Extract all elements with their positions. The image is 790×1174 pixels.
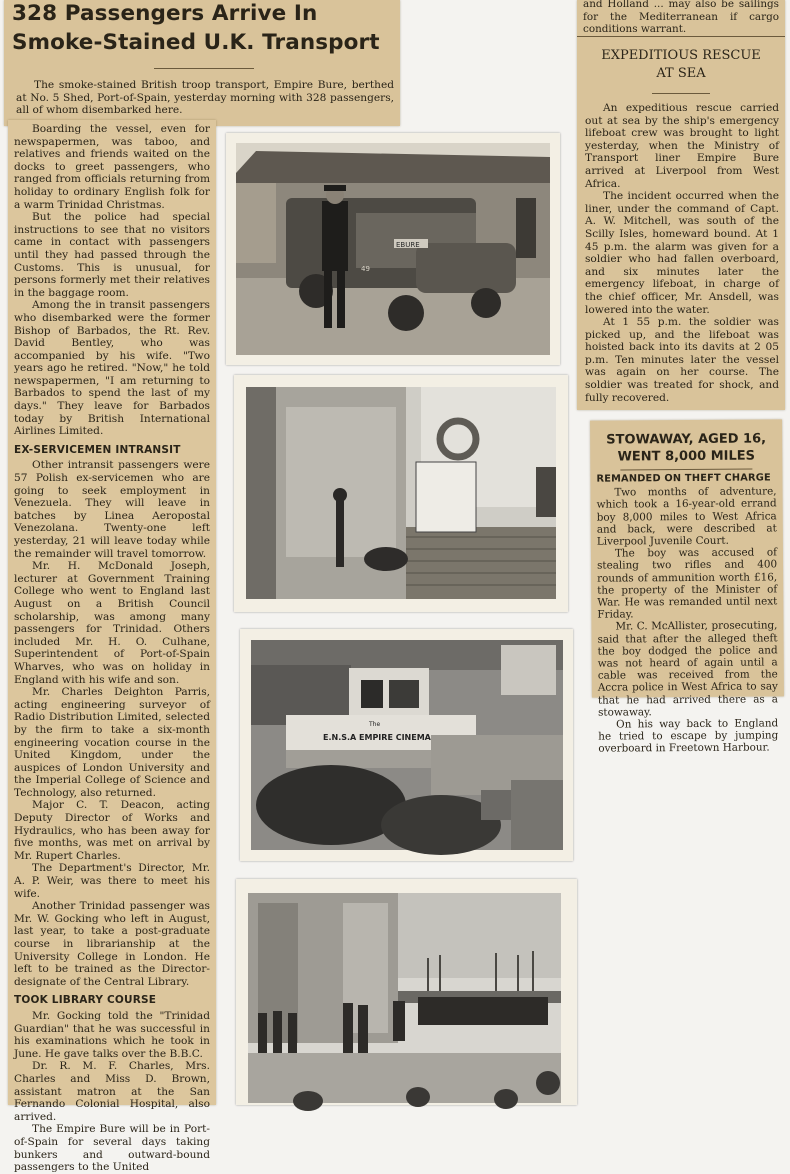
photo-cinema-image: [251, 640, 563, 850]
lead-text: The smoke-stained British troop transport, Empire Bure, berthed at No. 5 Shed, Port-of-Spain, yesterday morning with 328 passengers, all of whom disembarked here.: [16, 79, 394, 117]
photo-ship-deck-image: [246, 387, 556, 599]
stowaway-headline-rule: [620, 469, 752, 471]
fragment-text: and Holland ... may also be sailings for the Mediterranean if cargo conditions warrant.: [583, 0, 779, 36]
cinema-sign-text: E.N.S.A EMPIRE CINEMA: [323, 733, 431, 742]
paragraph: Other intransit passengers were 57 Polish ex-servicemen who are going to seek employment in Venezuela. They will leave in batches by Linea Aeropostal Venezolana. Twenty-one left yesterday, 21 will leave today while the remainder will travel tomorrow.: [14, 459, 210, 560]
photo-officer-truck-image: [236, 143, 550, 355]
headline-rule: [154, 68, 254, 69]
truck-number-text: 49: [361, 265, 370, 273]
rescue-article-clipping: [577, 0, 785, 410]
paragraph: Boarding the vessel, even for newspapermen, was taboo, and relatives and friends waited on the docks to greet passengers, who ranged from officials returning from holiday to ordinary English folk for a warm Trinidad Christmas.: [14, 123, 210, 211]
rescue-article-body: [585, 102, 779, 404]
paragraph: The Department's Director, Mr. A. P. Weir, was there to meet his wife.: [14, 862, 210, 900]
rescue-top-fragment: [583, 0, 779, 36]
photo-empire-cinema: [240, 629, 573, 861]
paragraph: Among the in transit passengers who disembarked were the former Bishop of Barbados, the Rt. Rev. David Bentley, who was accompanied by his wife. "Two years ago he retired. "Now," he told newspapermen, "I am returning to Barbados to spend the last of my days." They leave for Barbados today by British International Airlines Limited.: [14, 299, 210, 438]
stowaway-headline-line1: STOWAWAY, AGED 16,: [606, 431, 767, 448]
paragraph: Mr. C. McAllister, prosecuting, said that after the alleged theft the boy dodged the police and was not heard of again until a cable was received from the Accra police in West Africa to say that he had arrived there as a stowaway.: [597, 619, 779, 719]
paragraph: An expeditious rescue carried out at sea by the ship's emergency lifeboat crew was brought to light yesterday, when the Ministry of Transport liner Empire Bure arrived at Liverpool from West Africa.: [585, 102, 779, 190]
paragraph: Mr. H. McDonald Joseph, lecturer at Government Training College who went to England last August on a British Council scholarship, was among many passengers for Trinidad. Others included Mr. H. O. Culhane, Superintendent of Port-of-Spain Wharves, who was on holiday in England with his wife and son.: [14, 560, 210, 686]
stowaway-article-clipping: [590, 419, 784, 756]
stowaway-headline-line2: WENT 8,000 MILES: [617, 448, 756, 465]
subheading-library-course: TOOK LIBRARY COURSE: [14, 994, 157, 1007]
paragraph: On his way back to England he tried to escape by jumping overboard in Freetown Harbour.: [598, 717, 779, 756]
stowaway-subheading: REMANDED ON THEFT CHARGE: [596, 472, 771, 485]
paragraph: Major C. T. Deacon, acting Deputy Director of Works and Hydraulics, who has been away for five months, was met on arrival by Mr. Rupert Charles.: [14, 799, 210, 862]
cinema-sign-top-text: The: [369, 721, 381, 728]
photo-memorial-ceremony: [236, 879, 577, 1105]
main-headline-line1: 328 Passengers Arrive In: [12, 1, 318, 26]
truck-plate-text: EBURE: [396, 241, 420, 249]
rescue-headline-line2: AT SEA: [656, 66, 706, 81]
main-lead-paragraph: [16, 79, 394, 117]
main-article-column: [8, 120, 216, 1174]
photo-ship-deck: [234, 375, 568, 612]
paragraph: At 1 55 p.m. the soldier was picked up, and the lifeboat was hoisted back into its davits at 2 05 p.m. Ten minutes later the vessel was again on her course. The soldier was treated for shock, and fully recovered.: [585, 316, 779, 404]
paragraph: Two months of adventure, which took a 16-year-old errand boy 8,000 miles to West Africa and back, were described at Liverpool Juvenile Court.: [596, 485, 777, 548]
paragraph: But the police had special instructions to see that no visitors came in contact with passengers until they had passed through the Customs. This is unusual, for persons formerly met their relatives in the baggage room.: [14, 211, 210, 299]
main-article-body: [14, 123, 210, 1174]
photo-memorial-image: [248, 893, 561, 1103]
rescue-headline-rule: [652, 93, 710, 94]
paragraph: Mr. Charles Deighton Parris, acting engineering surveyor of Radio Distribution Limited, selected by the firm to take a six-month engineering vocation course in the United Kingdom, under the auspices of London University and the Imperial College of Science and Technology, also returned.: [14, 686, 210, 799]
paragraph: Another Trinidad passenger was Mr. W. Gocking who left in August, last year, to take a post-graduate course in librarianship at the University College in London. He left to be trained as the Director-designate of the Central Library.: [14, 900, 210, 988]
paragraph: The incident occurred when the liner, under the command of Capt. A. W. Mitchell, was south of the Scilly Isles, homeward bound. At 1 45 p.m. the alarm was given for a soldier who had fallen overboard, and six minutes later the emergency lifeboat, in charge of the chief officer, Mr. Ansdell, was lowered into the water.: [585, 190, 779, 316]
subheading-ex-servicemen: EX-SERVICEMEN INTRANSIT: [14, 443, 181, 456]
stowaway-article-body: [596, 472, 778, 755]
photo-officer-with-truck: [226, 133, 560, 365]
rescue-headline-line1: EXPEDITIOUS RESCUE: [601, 48, 761, 63]
main-article-headline-clipping: [4, 0, 400, 126]
paragraph: Dr. R. M. F. Charles, Mrs. Charles and Miss D. Brown, assistant matron at the San Fernando Colonial Hospital, also arrived.: [14, 1060, 210, 1123]
paragraph: Mr. Gocking told the "Trinidad Guardian" that he was successful in his examinations which he took in June. He gave talks over the B.B.C.: [14, 1009, 210, 1060]
rescue-top-rule: [577, 36, 785, 37]
paragraph: The Empire Bure will be in Port-of-Spain for several days taking bunkers and outward-bound passengers to the United: [14, 1123, 210, 1174]
main-headline-line2: Smoke-Stained U.K. Transport: [12, 30, 380, 55]
paragraph: The boy was accused of stealing two rifles and 400 rounds of ammunition worth £16, the property of the Minister of War. He was remanded until next Friday.: [597, 546, 778, 621]
